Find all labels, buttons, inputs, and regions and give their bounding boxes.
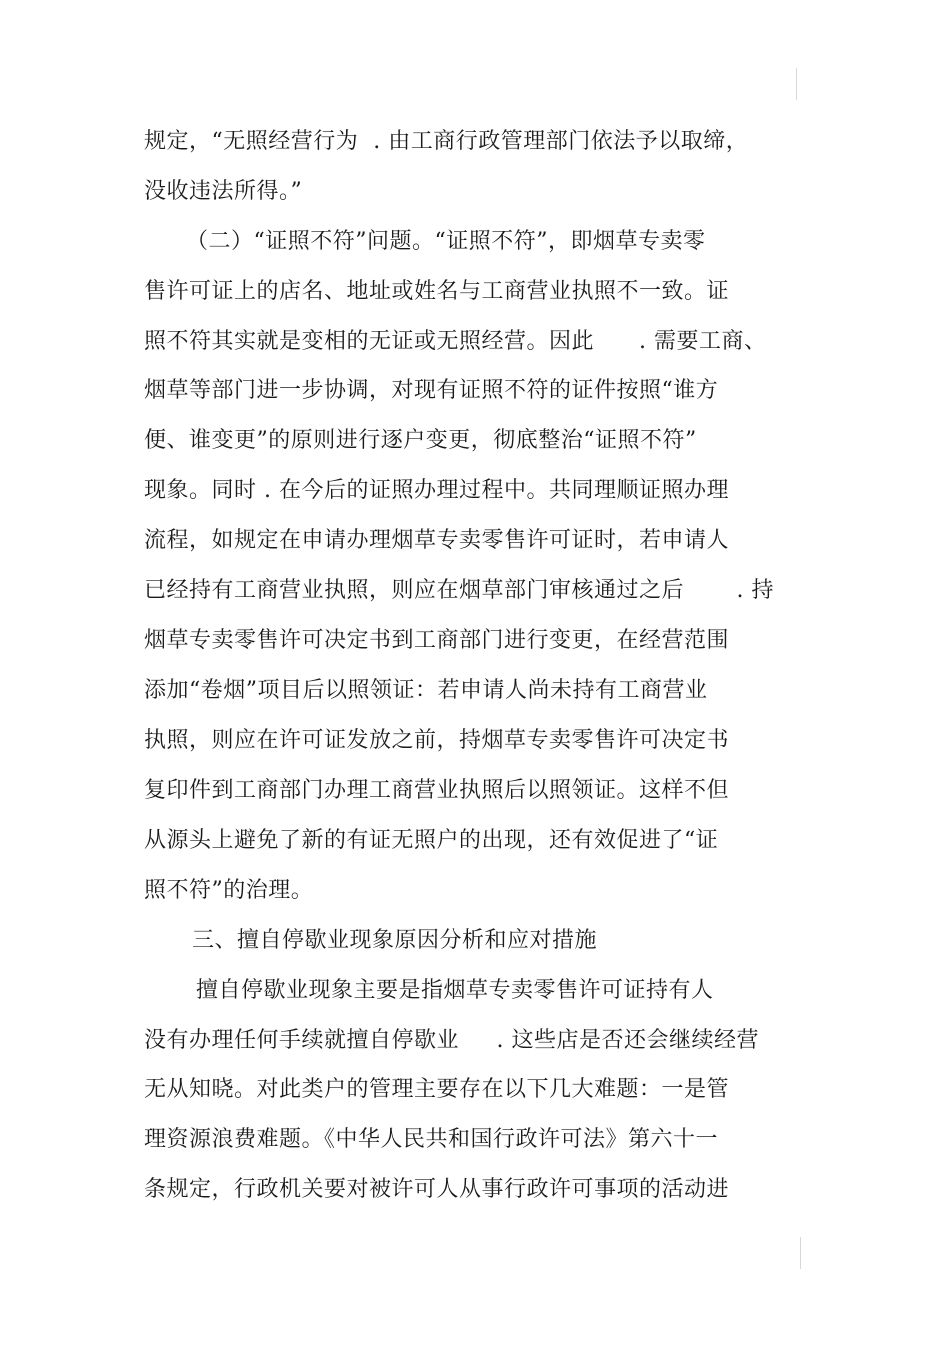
top-right-edge-mark: [796, 68, 797, 100]
text-line-1: 规定，“无照经营行为 . 由工商行政管理部门依法予以取缔，: [144, 129, 749, 154]
text-line-21: 理资源浪费难题。《中华人民共和国行政许可法》第六十一: [144, 1127, 719, 1152]
text-line-11: 烟草专卖零售许可决定书到工商部门进行变更，在经营范围: [144, 628, 730, 653]
text-line-5: 照不符其实就是变相的无证或无照经营。因此 . 需要工商、: [144, 329, 767, 354]
text-line-2: 没收违法所得。”: [144, 179, 303, 204]
text-line-20: 无从知晓。对此类户的管理主要存在以下几大难题：一是管: [144, 1077, 730, 1102]
text-line-8: 现象。同时 . 在今后的证照办理过程中。共同理顺证照办理: [144, 478, 729, 503]
bottom-right-edge-mark: [800, 1237, 801, 1269]
text-line-22: 条规定，行政机关要对被许可人从事行政许可事项的活动进: [144, 1177, 730, 1202]
text-line-12: 添加“卷烟”项目后以照领证：若申请人尚未持有工商营业: [144, 678, 708, 703]
text-line-16: 照不符”的治理。: [144, 878, 314, 903]
text-line-14: 复印件到工商部门办理工商营业执照后以照领证。这样不但: [144, 778, 730, 803]
text-line-7: 便、谁变更”的原则进行逐户变更，彻底整治“证照不符”: [144, 428, 697, 453]
text-line-9: 流程，如规定在申请办理烟草专卖零售许可证时，若申请人: [144, 528, 730, 553]
text-line-18: 擅自停歇业现象主要是指烟草专卖零售许可证持有人: [196, 978, 714, 1003]
text-line-13: 执照，则应在许可证发放之前，持烟草专卖零售许可决定书: [144, 728, 730, 753]
text-line-19: 没有办理任何手续就擅自停歇业 . 这些店是否还会继续经营: [144, 1028, 759, 1053]
text-line-15: 从源头上避免了新的有证无照户的出现，还有效促进了“证: [144, 828, 719, 853]
section-heading: 三、擅自停歇业现象原因分析和应对措施: [192, 928, 598, 953]
text-line-4: 售许可证上的店名、地址或姓名与工商营业执照不一致。证: [144, 279, 730, 304]
text-line-3: （二）“证照不符”问题。“证照不符”，即烟草专卖零: [186, 229, 706, 254]
text-line-6: 烟草等部门进一步协调，对现有证照不符的证件按照“谁方: [144, 378, 719, 403]
text-line-10: 已经持有工商营业执照，则应在烟草部门审核通过之后 . 持: [144, 578, 774, 603]
